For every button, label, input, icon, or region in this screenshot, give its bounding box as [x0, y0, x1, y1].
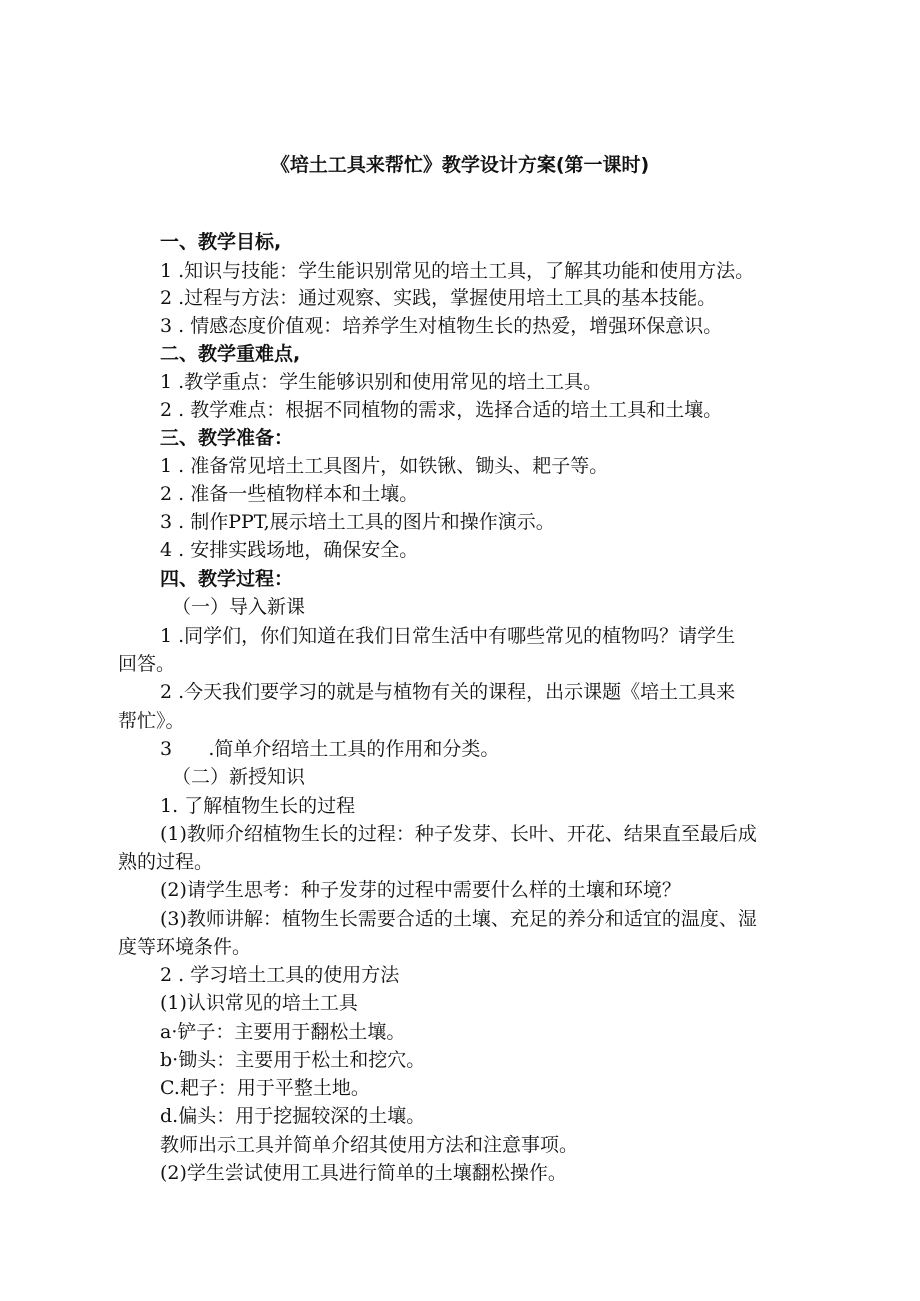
paragraph-line: 教师出示工具并简单介绍其使用方法和注意事项。	[160, 1134, 579, 1156]
paragraph-line: 3 .简单介绍培土工具的作用和分类。	[160, 738, 500, 760]
preparation-item: 1 . 准备常见培土工具图片，如铁锹、锄头、耙子等。	[160, 455, 609, 477]
subsection-new-knowledge: （二）新授知识	[172, 766, 306, 788]
key-point-item: 2 . 教学难点：根据不同植物的需求，选择合适的培土工具和土壤。	[160, 399, 723, 421]
paragraph-line: 熟的过程。	[118, 851, 214, 873]
paragraph-line: 2 .今天我们要学习的就是与植物有关的课程，出示课题《培土工具来	[160, 681, 736, 703]
section-heading-objectives: 一、教学目标,	[160, 231, 282, 253]
knowledge-heading: 2 . 学习培土工具的使用方法	[160, 964, 400, 986]
preparation-item: 4 . 安排实践场地，确保安全。	[160, 539, 419, 561]
tool-item: a·铲子：主要用于翻松土壤。	[160, 1021, 406, 1043]
tool-item: b·锄头：主要用于松土和挖穴。	[160, 1049, 426, 1071]
paragraph-line: (1)教师介绍植物生长的过程：种子发芽、长叶、开花、结果直至最后成	[160, 823, 757, 845]
paragraph-line: 1 .同学们，你们知道在我们日常生活中有哪些常见的植物吗？请学生	[160, 625, 736, 647]
objective-item: 1 .知识与技能：学生能识别常见的培土工具，了解其功能和使用方法。	[160, 260, 755, 282]
preparation-item: 3 . 制作PPT,展示培土工具的图片和操作演示。	[160, 511, 555, 533]
knowledge-heading: 1. 了解植物生长的过程	[160, 795, 356, 817]
paragraph-line: (2)学生尝试使用工具进行简单的土壤翻松操作。	[160, 1162, 567, 1184]
objective-item: 3 . 情感态度价值观：培养学生对植物生长的热爱，增强环保意识。	[160, 315, 723, 337]
key-point-item: 1 .教学重点：学生能够识别和使用常见的培土工具。	[160, 371, 603, 393]
section-heading-preparation: 三、教学准备：	[160, 427, 294, 449]
tool-item: d.偏头：用于挖掘较深的土壤。	[160, 1105, 426, 1127]
paragraph-line: 回答。	[118, 653, 176, 675]
paragraph-line: (3)教师讲解：植物生长需要合适的土壤、充足的养分和适宜的温度、湿	[160, 908, 757, 930]
objective-item: 2 .过程与方法：通过观察、实践，掌握使用培土工具的基本技能。	[160, 287, 717, 309]
paragraph-line: (2)请学生思考：种子发芽的过程中需要什么样的土壤和环境？	[160, 879, 681, 901]
section-heading-key-points: 二、教学重难点,	[160, 343, 301, 365]
tool-item: C.耙子：用于平整土地。	[160, 1077, 370, 1099]
paragraph-line: 帮忙》。	[118, 710, 185, 732]
paragraph-line: (1)认识常见的培土工具	[160, 992, 358, 1014]
document-title: 《培土工具来帮忙》教学设计方案(第一课时)	[270, 154, 650, 176]
section-heading-process: 四、教学过程：	[160, 568, 294, 590]
paragraph-line: 度等环境条件。	[118, 936, 252, 958]
subsection-intro: （一）导入新课	[172, 596, 306, 618]
preparation-item: 2 . 准备一些植物样本和土壤。	[160, 483, 419, 505]
